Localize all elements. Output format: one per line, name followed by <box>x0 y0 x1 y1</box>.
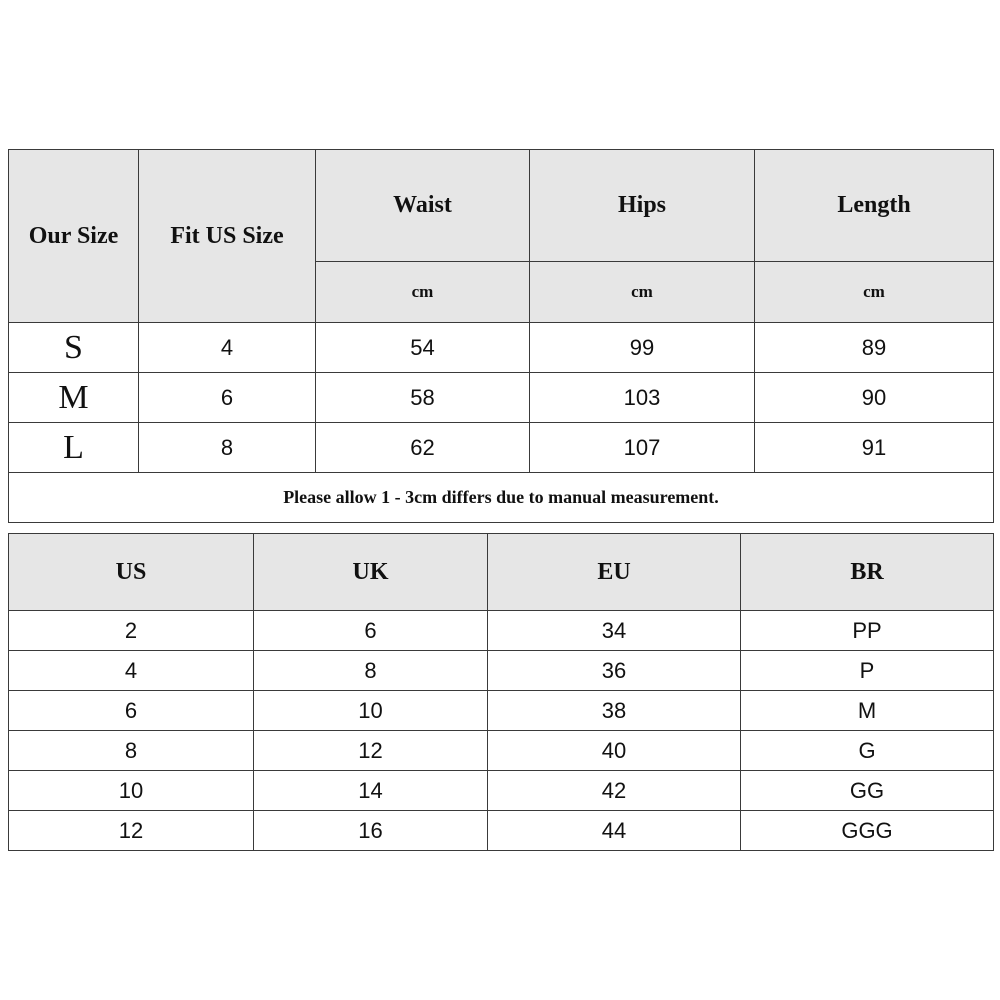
uk-value: 14 <box>254 771 488 811</box>
conversion-row <box>9 611 994 651</box>
unit-length: cm <box>755 262 994 323</box>
conversion-row <box>9 731 994 771</box>
conversion-row <box>9 691 994 731</box>
waist-value: 58 <box>316 373 530 423</box>
hips-value: 103 <box>530 373 755 423</box>
us-value: 4 <box>9 651 254 691</box>
conversion-row <box>9 771 994 811</box>
header-fit-us-size: Fit US Size <box>139 150 316 323</box>
uk-value: 10 <box>254 691 488 731</box>
waist-value: 54 <box>316 323 530 373</box>
br-value: GG <box>741 771 994 811</box>
br-value: G <box>741 731 994 771</box>
length-value: 91 <box>755 423 994 473</box>
size-row-m <box>9 373 994 423</box>
br-value: PP <box>741 611 994 651</box>
size-row-l <box>9 423 994 473</box>
size-chart-table <box>8 149 994 523</box>
size-row-s <box>9 323 994 373</box>
eu-value: 44 <box>488 811 741 851</box>
header-waist: Waist <box>316 150 530 262</box>
header-br: BR <box>741 534 994 611</box>
eu-value: 40 <box>488 731 741 771</box>
length-value: 90 <box>755 373 994 423</box>
hips-value: 99 <box>530 323 755 373</box>
hips-value: 107 <box>530 423 755 473</box>
header-us: US <box>9 534 254 611</box>
fit-us-size-value: 6 <box>139 373 316 423</box>
header-length: Length <box>755 150 994 262</box>
conversion-row <box>9 811 994 851</box>
eu-value: 38 <box>488 691 741 731</box>
us-value: 6 <box>9 691 254 731</box>
uk-value: 6 <box>254 611 488 651</box>
measurement-note: Please allow 1 - 3cm differs due to manual measurement. <box>9 473 994 523</box>
us-value: 12 <box>9 811 254 851</box>
us-value: 2 <box>9 611 254 651</box>
uk-value: 8 <box>254 651 488 691</box>
unit-hips: cm <box>530 262 755 323</box>
size-label: M <box>9 373 139 423</box>
waist-value: 62 <box>316 423 530 473</box>
header-our-size: Our Size <box>9 150 139 323</box>
size-conversion-table <box>8 533 994 851</box>
fit-us-size-value: 4 <box>139 323 316 373</box>
eu-value: 34 <box>488 611 741 651</box>
size-label: S <box>9 323 139 373</box>
header-hips: Hips <box>530 150 755 262</box>
us-value: 10 <box>9 771 254 811</box>
uk-value: 16 <box>254 811 488 851</box>
unit-waist: cm <box>316 262 530 323</box>
conversion-row <box>9 651 994 691</box>
header-uk: UK <box>254 534 488 611</box>
fit-us-size-value: 8 <box>139 423 316 473</box>
eu-value: 36 <box>488 651 741 691</box>
br-value: GGG <box>741 811 994 851</box>
br-value: P <box>741 651 994 691</box>
us-value: 8 <box>9 731 254 771</box>
size-label: L <box>9 423 139 473</box>
br-value: M <box>741 691 994 731</box>
uk-value: 12 <box>254 731 488 771</box>
header-eu: EU <box>488 534 741 611</box>
length-value: 89 <box>755 323 994 373</box>
eu-value: 42 <box>488 771 741 811</box>
